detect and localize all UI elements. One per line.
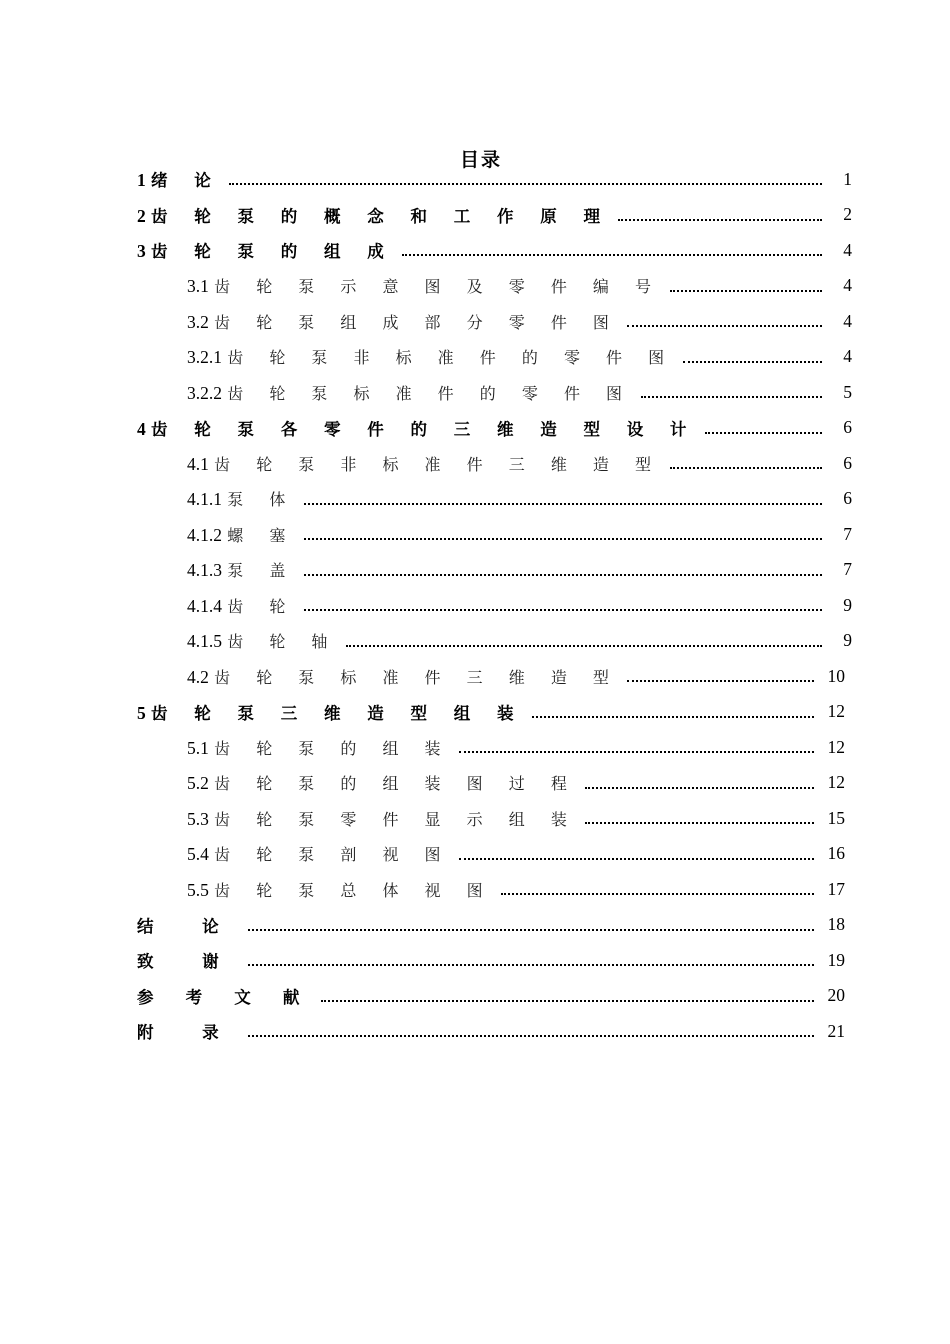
toc-entry-page-number: 15	[827, 807, 845, 828]
toc-dot-leader	[304, 501, 822, 505]
toc-entry-number: 4.1.1	[187, 489, 222, 509]
toc-dot-leader	[304, 572, 822, 576]
toc-entry[interactable]	[187, 306, 852, 336]
toc-entry-text: 齿 轮 泵 总 体 视 图	[214, 880, 494, 900]
toc-entry-page-number: 6	[843, 452, 852, 473]
toc-entry-number: 5	[137, 702, 146, 723]
toc-entry-page-number: 16	[827, 843, 845, 863]
toc-entry[interactable]	[187, 590, 852, 620]
toc-entry[interactable]	[187, 768, 845, 798]
toc-entry[interactable]	[187, 519, 852, 549]
toc-entry-number: 4.1.2	[187, 524, 222, 545]
toc-entry[interactable]	[137, 981, 845, 1011]
toc-entry-text: 齿 轮 泵 标 准 件 三 维 造 型	[214, 667, 620, 687]
toc-entry-label	[187, 310, 619, 333]
toc-dot-leader	[705, 430, 822, 434]
toc-entry-page-number: 4	[843, 275, 852, 295]
toc-entry-text: 齿 轮 泵 的 组 装 图 过 程	[214, 774, 578, 793]
toc-entry-text: 齿 轮 泵 示 意 图 及 零 件 编 号	[214, 277, 662, 296]
toc-entry-label	[137, 238, 394, 262]
toc-entry-label	[187, 878, 493, 901]
toc-entry-number: 3.2.1	[187, 347, 222, 367]
toc-entry-label	[187, 807, 577, 830]
toc-entry-number: 5.5	[187, 879, 209, 900]
toc-entry-label	[187, 629, 338, 652]
toc-entry-text: 螺 塞	[227, 525, 296, 545]
toc-dot-leader	[459, 749, 813, 753]
toc-entry[interactable]	[187, 803, 845, 833]
toc-entry-label	[187, 345, 675, 368]
toc-entry-number: 5.2	[187, 773, 209, 793]
toc-entry-label	[187, 381, 633, 404]
toc-entry-label	[187, 594, 296, 617]
toc-dot-leader	[683, 359, 822, 363]
toc-entry-number: 4.1	[187, 453, 209, 474]
toc-entry-number: 5.1	[187, 737, 209, 758]
toc-entry-page-number: 12	[827, 772, 845, 792]
toc-entry-number: 5.4	[187, 844, 209, 864]
toc-entry-number: 3.2.2	[187, 382, 222, 403]
toc-dot-leader	[248, 927, 813, 931]
toc-entry-page-number: 10	[827, 665, 845, 686]
toc-entry[interactable]	[187, 377, 852, 407]
toc-entry-text: 结 论	[137, 916, 241, 936]
toc-entry-number: 2	[137, 205, 146, 226]
toc-entry-number: 4.1.4	[187, 595, 222, 616]
toc-entry-text: 齿 轮 轴	[227, 632, 338, 651]
toc-entry-page-number: 9	[843, 594, 852, 615]
toc-entry[interactable]	[137, 164, 852, 194]
toc-entry[interactable]	[187, 732, 845, 762]
toc-entry-text: 泵 体	[227, 490, 296, 509]
toc-dot-leader	[585, 785, 813, 789]
toc-entry-number: 3	[137, 241, 146, 261]
toc-dot-leader	[248, 1033, 813, 1037]
toc-entry-text: 绪 论	[151, 171, 222, 190]
toc-entry-text: 附 录	[137, 1023, 241, 1042]
toc-entry[interactable]	[137, 235, 852, 265]
toc-dot-leader	[627, 323, 822, 327]
toc-entry-number: 1	[137, 170, 146, 190]
toc-entry-text: 齿 轮 泵 标 准 件 的 零 件 图	[227, 383, 633, 403]
toc-entry[interactable]	[137, 413, 852, 443]
toc-entry-label	[187, 842, 451, 865]
toc-dot-leader	[321, 998, 814, 1002]
toc-entry-page-number: 1	[843, 168, 852, 189]
toc-dot-leader	[670, 288, 823, 292]
toc-entry-text: 参 考 文 献	[137, 987, 313, 1007]
toc-dot-leader	[532, 714, 814, 718]
toc-dot-leader	[346, 643, 822, 647]
toc-entry[interactable]	[187, 342, 852, 372]
toc-entry-text: 齿 轮 泵 各 零 件 的 三 维 造 型 设 计	[151, 419, 697, 439]
toc-entry-label	[137, 203, 610, 227]
toc-dot-leader	[402, 252, 822, 256]
toc-entry-label	[187, 771, 577, 794]
toc-entry-text: 齿 轮	[227, 596, 296, 616]
toc-entry-label	[187, 665, 619, 688]
toc-entry-page-number: 4	[843, 310, 852, 331]
toc-dot-leader	[627, 678, 813, 682]
toc-entry-page-number: 4	[843, 239, 852, 260]
toc-entry[interactable]	[137, 200, 852, 230]
toc-entry-label	[187, 274, 662, 297]
toc-entry-number: 3.1	[187, 276, 209, 296]
toc-dot-leader	[229, 181, 822, 185]
toc-dot-leader	[248, 962, 813, 966]
toc-entry[interactable]	[137, 910, 845, 940]
toc-entry[interactable]	[137, 697, 845, 727]
toc-entry-text: 泵 盖	[227, 561, 296, 580]
toc-entry-number: 4.1.5	[187, 631, 222, 651]
toc-entry[interactable]	[187, 626, 852, 656]
toc-entry-page-number: 17	[827, 878, 845, 899]
toc-entry[interactable]	[187, 661, 845, 691]
toc-entry[interactable]	[187, 839, 845, 869]
toc-entry-page-number: 9	[843, 630, 852, 650]
toc-entry-text: 齿 轮 泵 的 组 成	[151, 242, 395, 261]
toc-entry[interactable]	[187, 484, 852, 514]
toc-entry-page-number: 5	[843, 381, 852, 402]
toc-entry-page-number: 18	[827, 914, 845, 934]
toc-entry-page-number: 2	[843, 204, 852, 224]
toc-entry[interactable]	[137, 945, 845, 975]
toc-entry-label	[137, 948, 240, 972]
toc-title: 目录	[459, 149, 502, 171]
toc-entry-page-number: 4	[843, 346, 852, 366]
toc-entry[interactable]	[187, 874, 845, 904]
toc-dot-leader	[670, 465, 823, 469]
toc-entry-page-number: 21	[827, 1020, 845, 1041]
toc-entry-page-number: 7	[843, 559, 852, 579]
toc-dot-leader	[459, 856, 813, 860]
toc-dot-leader	[641, 394, 822, 398]
toc-entry-number: 5.3	[187, 808, 209, 829]
toc-entry-page-number: 19	[827, 949, 845, 970]
toc-entry-text: 齿 轮 泵 的 组 装	[214, 738, 452, 758]
toc-entry-page-number: 12	[827, 736, 845, 757]
toc-entry-label	[187, 558, 296, 581]
toc-entry-text: 致 谢	[137, 952, 241, 971]
toc-entry[interactable]	[187, 555, 852, 585]
toc-entry-label	[187, 487, 296, 510]
toc-entry-label	[137, 984, 313, 1008]
toc-entry-page-number: 6	[843, 417, 852, 437]
toc-dot-leader	[304, 607, 822, 611]
toc-entry-text: 齿 轮 泵 三 维 造 型 组 装	[151, 703, 524, 723]
toc-entry-label	[137, 700, 524, 724]
toc-entry-text: 齿 轮 泵 的 概 念 和 工 作 原 理	[151, 206, 611, 226]
toc-entry-label	[187, 523, 296, 546]
toc-entry-number: 3.2	[187, 311, 209, 332]
toc-entry-page-number: 6	[843, 488, 852, 508]
toc-entry-text: 齿 轮 泵 非 标 准 件 三 维 造 型	[214, 454, 662, 474]
toc-entry-text: 齿 轮 泵 非 标 准 件 的 零 件 图	[227, 348, 675, 367]
toc-entry[interactable]	[187, 271, 852, 301]
toc-entry-label	[187, 736, 451, 759]
toc-entry-page-number: 12	[827, 701, 845, 721]
toc-dot-leader	[585, 820, 813, 824]
toc-entry[interactable]	[187, 448, 852, 478]
toc-entry-text: 齿 轮 泵 组 成 部 分 零 件 图	[214, 312, 620, 332]
toc-entry-text: 齿 轮 泵 剖 视 图	[214, 845, 452, 864]
toc-entry-label	[187, 452, 662, 475]
toc-entry-number: 4.2	[187, 666, 209, 687]
toc-entry-label	[137, 167, 221, 191]
toc-entry-text: 齿 轮 泵 零 件 显 示 组 装	[214, 809, 578, 829]
toc-entry-label	[137, 913, 240, 937]
toc-dot-leader	[618, 217, 822, 221]
toc-entry-label	[137, 1019, 240, 1043]
toc-entry[interactable]	[137, 1016, 845, 1046]
toc-entry-page-number: 20	[827, 985, 845, 1005]
toc-entry-number: 4	[137, 418, 146, 439]
toc-dot-leader	[501, 891, 813, 895]
toc-entry-number: 4.1.3	[187, 560, 222, 580]
toc-entry-page-number: 7	[843, 523, 852, 544]
toc-dot-leader	[304, 536, 822, 540]
toc-entry-label	[137, 416, 697, 440]
